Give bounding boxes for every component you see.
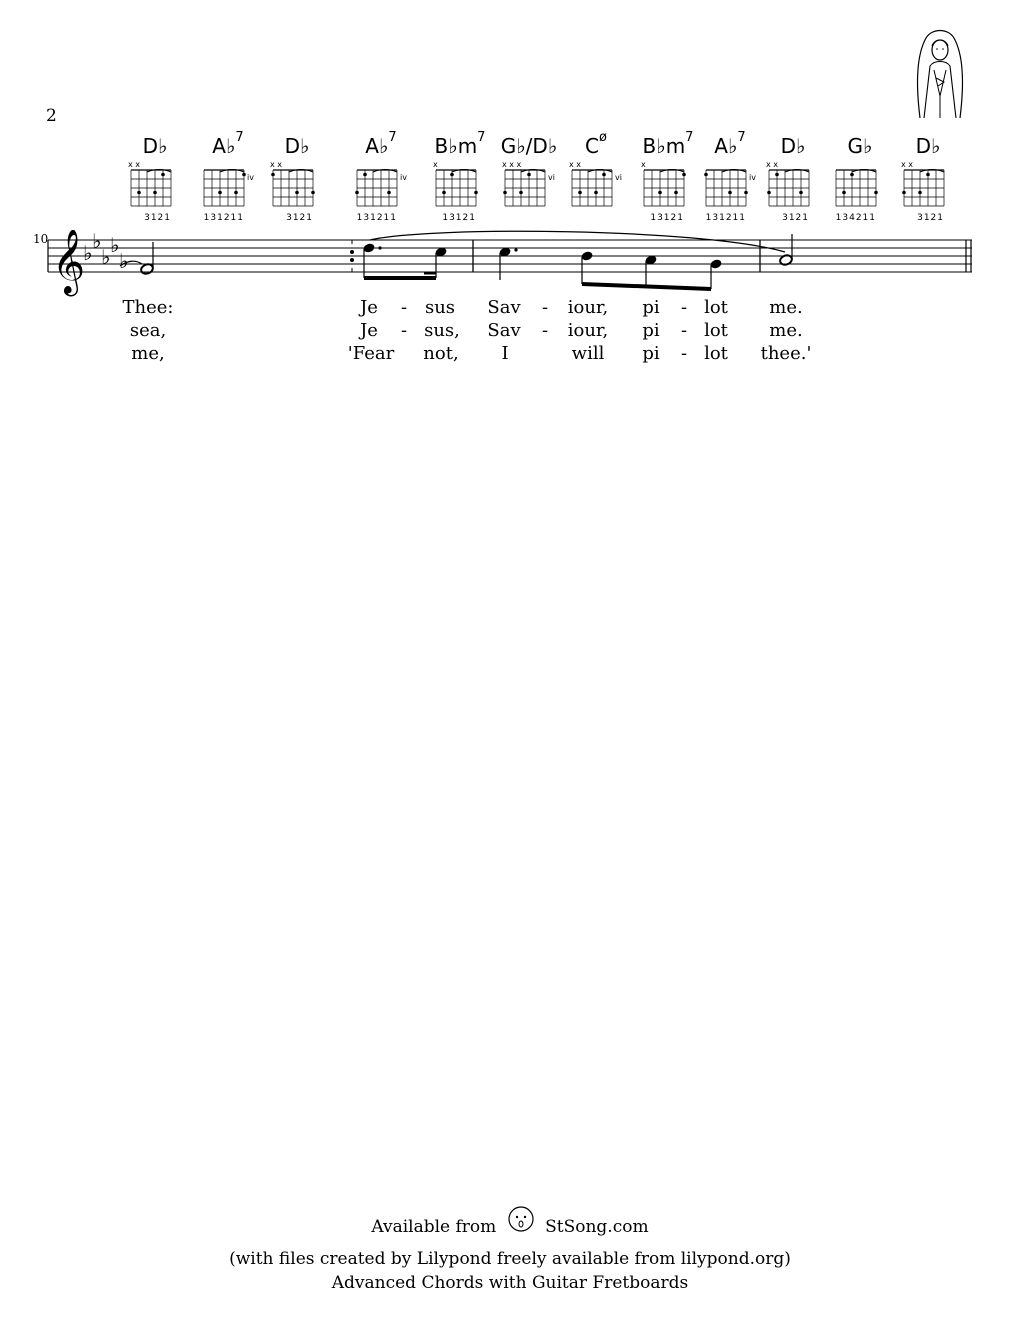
fret-position-label: vi	[548, 173, 555, 182]
chord-fretboard-diagram	[570, 160, 630, 226]
lyric-syllable: pi	[642, 297, 660, 318]
chord-name	[434, 130, 486, 158]
lyric-syllable: will	[571, 343, 605, 364]
lyric-syllable: pi	[642, 343, 660, 364]
chord-root: G♭/D♭	[500, 134, 558, 158]
chord-name	[781, 134, 806, 158]
muted-strings-marker: x x	[270, 160, 283, 169]
lyric-syllable: Thee:	[122, 297, 174, 318]
chord-root: A♭	[714, 134, 738, 158]
lyric-syllable: I	[501, 343, 509, 364]
fret-position-label: vi	[615, 173, 622, 182]
chord-fretboard-diagram	[503, 160, 563, 226]
fret-position-label: iv	[749, 173, 756, 182]
lyric-hyphen: -	[400, 320, 408, 341]
key-signature	[83, 230, 128, 273]
fingering-label: 13121	[650, 213, 684, 223]
chord-suffix: 7	[685, 130, 694, 146]
chord-fretboard-diagram	[271, 160, 331, 226]
lyric-hyphen: -	[680, 297, 688, 318]
fingering-label: 134211	[835, 213, 876, 223]
fret-position-label: iv	[400, 173, 407, 182]
treble-clef-icon: 𝄞	[52, 230, 86, 294]
svg-text:♭: ♭	[110, 233, 120, 257]
svg-text:♭: ♭	[92, 230, 102, 253]
chord-root: A♭	[212, 134, 236, 158]
lyric-syllable: Sav	[487, 297, 521, 318]
chord-root: B♭m	[434, 134, 478, 158]
svg-text:♭: ♭	[119, 249, 129, 273]
chord-name	[501, 134, 558, 158]
lyric-syllable: sus	[424, 297, 456, 318]
chord-fretboard-diagram	[704, 160, 764, 226]
chord-fretboard-diagram	[129, 160, 189, 226]
lyric-syllable: sus,	[424, 320, 460, 341]
footer-edition: Advanced Chords with Guitar Fretboards	[331, 1273, 689, 1293]
chord-suffix: ø	[599, 130, 607, 146]
muted-strings-marker: x	[433, 160, 438, 169]
chord-root: G♭	[847, 134, 873, 158]
chord-suffix: 7	[388, 130, 397, 146]
muted-strings-marker: x x	[569, 160, 582, 169]
lyric-syllable: thee.'	[760, 343, 812, 364]
chord-root: D♭	[780, 134, 806, 158]
fingering-label: 3121	[782, 213, 809, 223]
fret-position-label: iv	[247, 173, 254, 182]
fingering-label: 131211	[705, 213, 746, 223]
chord-name	[916, 134, 941, 158]
chord-suffix: 7	[235, 130, 244, 146]
muted-strings-marker: x x x	[502, 160, 522, 169]
lyric-hyphen: -	[541, 320, 549, 341]
chord-fretboard-diagram	[902, 160, 962, 226]
lyric-syllable: lot	[704, 343, 728, 364]
chord-fretboard-diagram	[434, 160, 494, 226]
chord-name	[365, 130, 397, 158]
lyric-syllable: not,	[423, 343, 459, 364]
footer-available: Available from	[371, 1217, 497, 1237]
measure-number: 10	[33, 232, 49, 246]
chord-name	[285, 134, 310, 158]
chord-name	[585, 130, 607, 158]
footer	[0, 1206, 1020, 1295]
lyric-syllable: me.	[769, 320, 803, 341]
fingering-label: 131211	[356, 213, 397, 223]
muted-strings-marker: x x	[128, 160, 141, 169]
lyric-hyphen: -	[680, 343, 688, 364]
chord-fretboard-diagram	[355, 160, 415, 226]
muted-strings-marker: x x	[901, 160, 914, 169]
svg-text:♭: ♭	[83, 241, 93, 265]
chord-root: A♭	[365, 134, 389, 158]
muted-strings-marker: x x	[766, 160, 779, 169]
muted-strings-marker: x	[641, 160, 646, 169]
chord-name	[848, 134, 873, 158]
lyric-hyphen: -	[541, 297, 549, 318]
svg-text:♭: ♭	[101, 245, 111, 269]
chord-fretboard-diagram	[202, 160, 262, 226]
footer-lilypond-note: (with files created by Lilypond freely available from lilypond.org)	[229, 1249, 791, 1269]
chord-root: C	[585, 134, 599, 158]
fingering-label: 3121	[917, 213, 944, 223]
saint-logo	[912, 26, 968, 122]
fingering-label: 13121	[442, 213, 476, 223]
footer-site[interactable]: StSong.com	[545, 1217, 649, 1237]
lyric-syllable: pi	[642, 320, 660, 341]
lyric-syllable: me.	[769, 297, 803, 318]
lyric-syllable: 'Fear	[347, 343, 395, 364]
chord-suffix: 7	[477, 130, 486, 146]
lyric-hyphen: -	[400, 297, 408, 318]
chord-name	[212, 130, 244, 158]
fingering-label: 3121	[286, 213, 313, 223]
chord-fretboard-diagram	[767, 160, 827, 226]
chord-suffix: 7	[737, 130, 746, 146]
lyric-syllable: lot	[704, 320, 728, 341]
lyric-syllable: Sav	[487, 320, 521, 341]
music-staff	[0, 230, 1020, 300]
chord-fretboard-diagram	[642, 160, 702, 226]
lyric-syllable: lot	[704, 297, 728, 318]
page-number: 2	[46, 106, 57, 126]
lyric-syllable: Je	[360, 320, 378, 341]
chord-fretboard-diagram	[834, 160, 894, 226]
lyric-syllable: iour,	[567, 297, 609, 318]
chord-root: D♭	[284, 134, 310, 158]
chord-name	[714, 130, 746, 158]
stsong-logo-icon	[506, 1206, 536, 1236]
chord-root: D♭	[142, 134, 168, 158]
chord-root: D♭	[915, 134, 941, 158]
lyric-syllable: me,	[131, 343, 165, 364]
fingering-label: 3121	[144, 213, 171, 223]
chord-name	[642, 130, 694, 158]
lyric-syllable: iour,	[567, 320, 609, 341]
lyric-hyphen: -	[680, 320, 688, 341]
fingering-label: 131211	[203, 213, 244, 223]
lyric-syllable: Je	[360, 297, 378, 318]
lyric-syllable: sea,	[129, 320, 167, 341]
chord-root: B♭m	[642, 134, 686, 158]
chord-name	[143, 134, 168, 158]
